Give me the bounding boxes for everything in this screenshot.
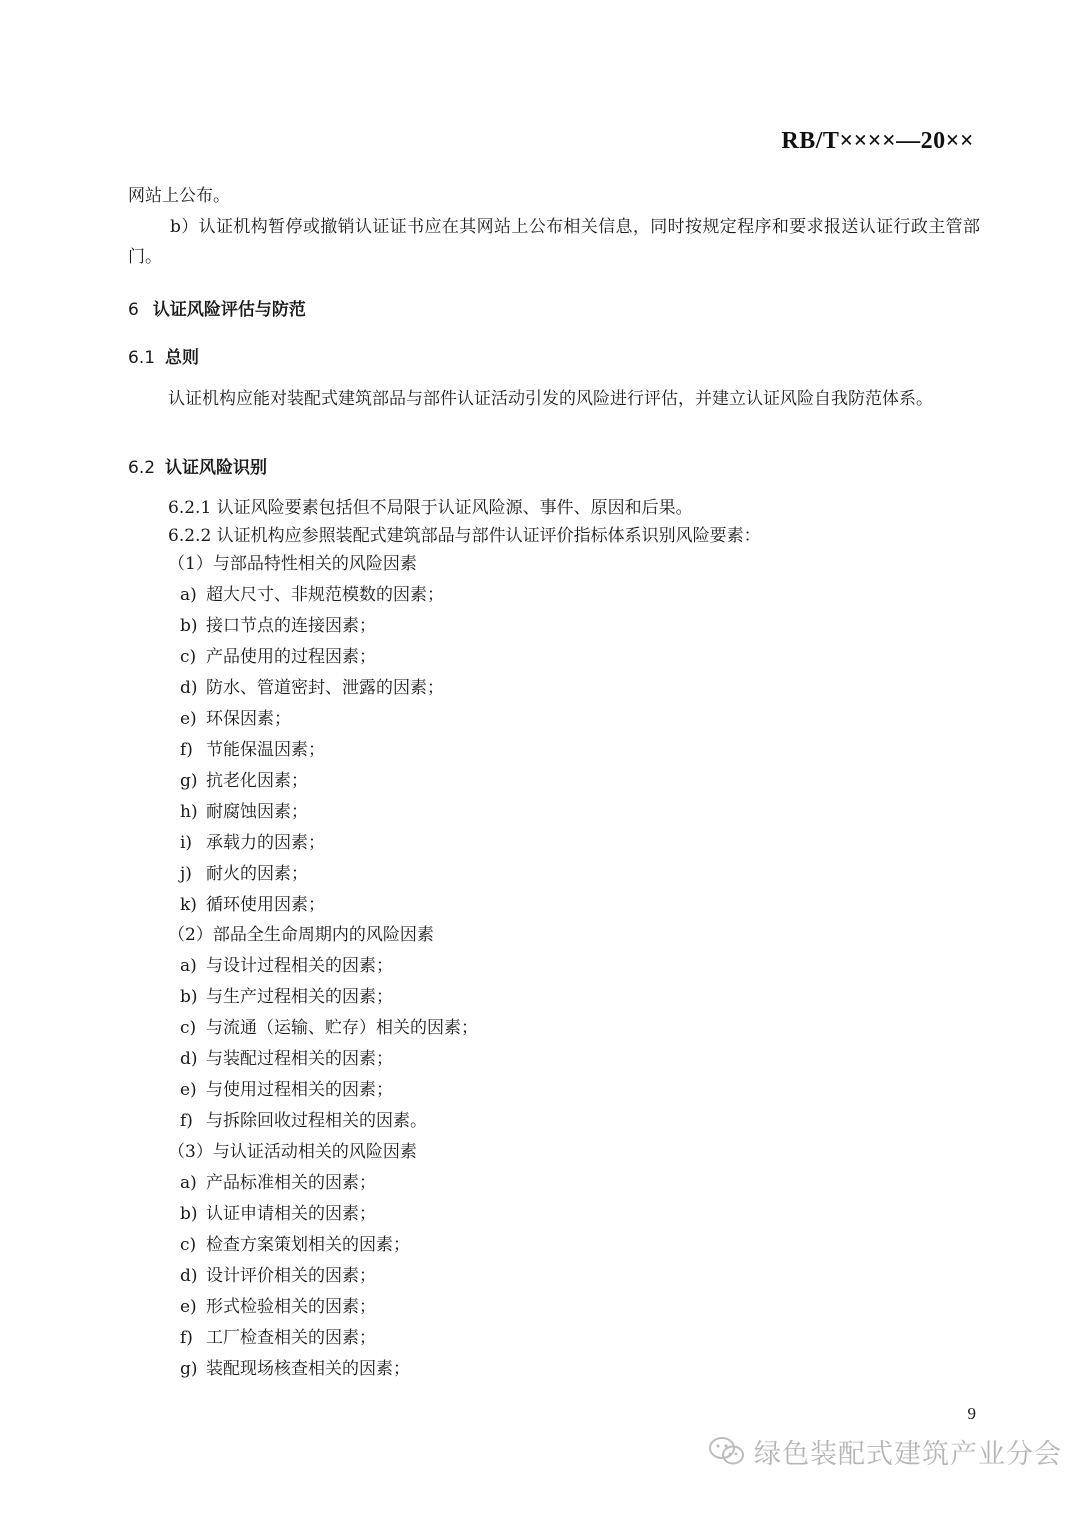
item-marker: d) [180,1049,198,1069]
item-marker: b) [180,987,198,1007]
item-marker: f) [180,740,193,760]
list-item [180,1295,376,1319]
watermark-text: 绿色装配式建筑产业分会 [754,1439,1062,1470]
item-marker: d) [180,678,198,698]
item-text: 与生产过程相关的因素； [206,987,393,1007]
item-marker: f) [180,1111,193,1131]
item-text: 节能保温因素； [206,740,325,760]
list-item [180,800,308,824]
item-text: 与设计过程相关的因素； [206,956,393,976]
section-title: 认证风险评估与防范 [152,300,306,320]
list-item [180,1264,376,1288]
item-text: 防水、管道密封、泄露的因素； [206,678,444,698]
item-text: 环保因素； [206,709,291,729]
item-text: 耐火的因素； [206,864,308,884]
list-item [180,738,325,762]
list-item [180,1357,410,1381]
section-6-2-heading [128,456,267,480]
item-text: 与拆除回收过程相关的因素。 [206,1111,427,1131]
item-marker: a) [180,585,197,605]
list-item [180,1078,393,1102]
item-text: 耐腐蚀因素； [206,802,308,822]
section-title: 认证风险识别 [165,458,268,478]
list-item [180,614,376,638]
watermark [708,1432,1062,1471]
item-text: 与装配过程相关的因素； [206,1049,393,1069]
item-marker: g) [180,1359,198,1379]
item-text: 工厂检查相关的因素； [206,1328,376,1348]
section-6-1-heading [128,346,199,370]
clause-6-2-2: 6.2.2 认证机构应参照装配式建筑部品与部件认证评价指标体系识别风险要素： [168,526,761,546]
section-number: 6.1 [128,348,156,368]
list-item [180,645,376,669]
item-text: 认证申请相关的因素； [206,1204,376,1224]
section-number: 6.2 [128,458,156,478]
list-item [180,1016,478,1040]
risk-group-title: （2）部品全生命周期内的风险因素 [168,925,434,945]
item-text: 与使用过程相关的因素； [206,1080,393,1100]
item-text: 设计评价相关的因素； [206,1266,376,1286]
item-marker: e) [180,1297,197,1317]
item-marker: c) [180,1018,197,1038]
item-text: 抗老化因素； [206,771,308,791]
risk-group-title: （3）与认证活动相关的风险因素 [168,1142,417,1162]
list-item [180,862,308,886]
item-marker: f) [180,1328,193,1348]
item-text: 超大尺寸、非规范模数的因素； [206,585,444,605]
item-marker: i) [180,833,193,853]
item-text: 产品标准相关的因素； [206,1173,376,1193]
intro-item-b: b）认证机构暂停或撤销认证证书应在其网站上公布相关信息，同时按规定程序和要求报送认证行政主管部门。 [128,217,980,267]
item-text: 产品使用的过程因素； [206,647,376,667]
item-text: 承载力的因素； [206,833,325,853]
item-text: 接口节点的连接因素； [206,616,376,636]
list-item [180,1047,393,1071]
list-item [180,1202,376,1226]
list-item [180,1109,427,1133]
section-6-heading [128,298,306,322]
list-item [180,831,325,855]
item-marker: b) [180,616,198,636]
item-text: 形式检验相关的因素； [206,1297,376,1317]
item-text: 装配现场核查相关的因素； [206,1359,410,1379]
continuation-text: 网站上公布。 [128,186,230,206]
standard-code: RB/T××××—20×× [781,128,974,154]
list-item [180,1171,376,1195]
section-title: 总则 [165,348,200,368]
item-marker: c) [180,647,197,667]
item-marker: d) [180,1266,198,1286]
item-marker: k) [180,895,197,915]
list-item [180,769,308,793]
item-text: 与流通（运输、贮存）相关的因素； [206,1018,478,1038]
clause-6-2-1: 6.2.1 认证风险要素包括但不局限于认证风险源、事件、原因和后果。 [168,498,693,518]
item-marker: a) [180,1173,197,1193]
item-marker: h) [180,802,198,822]
list-item [180,985,393,1009]
item-marker: e) [180,709,197,729]
list-item [180,893,325,917]
item-marker: e) [180,1080,197,1100]
list-item [180,1326,376,1350]
item-text: 循环使用因素； [206,895,325,915]
risk-group-title: （1）与部品特性相关的风险因素 [168,554,417,574]
section-6-1-body: 认证机构应能对装配式建筑部品与部件认证活动引发的风险进行评估，并建立认证风险自我防范体系。 [168,389,933,409]
item-marker: b) [180,1204,198,1224]
item-marker: a) [180,956,197,976]
item-marker: c) [180,1235,197,1255]
item-marker: j) [180,864,192,884]
list-item [180,954,393,978]
item-text: 检查方案策划相关的因素； [206,1235,410,1255]
list-item [180,707,291,731]
page-number: 9 [967,1404,976,1423]
list-item [180,1233,410,1257]
item-marker: g) [180,771,198,791]
list-item [180,583,444,607]
section-number: 6 [128,300,139,320]
list-item [180,676,444,700]
wechat-icon [708,1436,746,1468]
